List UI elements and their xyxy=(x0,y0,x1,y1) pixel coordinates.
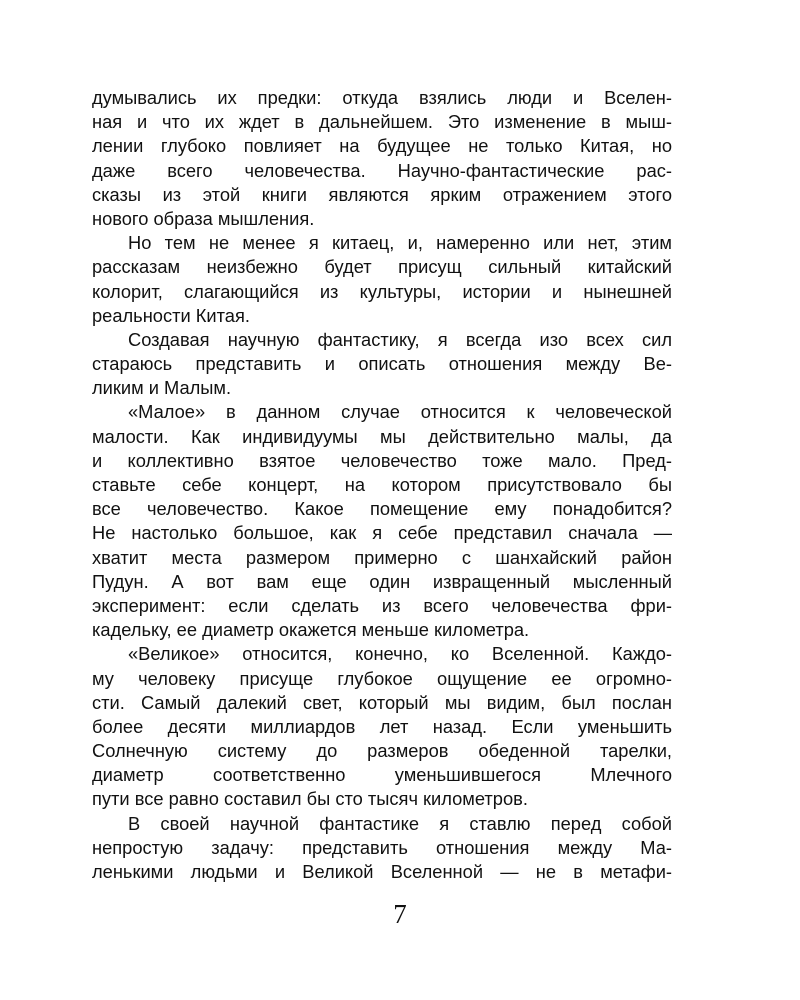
text-line: эксперимент: если сделать из всего человечества фри- xyxy=(92,594,672,616)
text-line: реальности Китая. xyxy=(92,304,250,326)
text-line: более десяти миллиардов лет назад. Если уменьшить xyxy=(92,715,672,737)
text-line: лении глубоко повлияет на будущее не только Китая, но xyxy=(92,135,672,157)
text-line: нового образа мышления. xyxy=(92,207,315,229)
text-line: стараюсь представить и описать отношения между Ве- xyxy=(92,353,672,375)
paragraph-first-line: «Малое» в данном случае относится к человеческой xyxy=(128,401,672,423)
text-line: хватит места размером примерно с шанхайский район xyxy=(92,546,672,568)
paragraph-first-line: Создавая научную фантастику, я всегда изо всех сил xyxy=(128,328,672,350)
text-line: сказы из этой книги являются ярким отражением этого xyxy=(92,183,672,205)
text-line: пути все равно составил бы сто тысяч километров. xyxy=(92,788,528,810)
paragraph-first-line: «Великое» относится, конечно, ко Вселенной. Каждо- xyxy=(128,643,672,665)
text-line: ленькими людьми и Великой Вселенной — не в метафи- xyxy=(92,861,672,882)
text-line: кадельку, ее диаметр окажется меньше километра. xyxy=(92,619,530,641)
text-line: рассказам неизбежно будет присущ сильный китайский xyxy=(92,256,672,278)
text-line: даже всего человечества. Научно-фантастические рас- xyxy=(92,159,672,181)
text-line: Не настолько большое, как я себе представил сначала — xyxy=(92,522,672,544)
text-line: ликим и Малым. xyxy=(92,377,232,399)
text-line: малости. Как индивидуумы мы действительно малы, да xyxy=(92,425,672,447)
text-line: колорит, слагающийся из культуры, истории и нынешней xyxy=(92,280,672,302)
text-line: сти. Самый далекий свет, который мы видим, был послан xyxy=(92,691,672,713)
text-line: Солнечную систему до размеров обеденной тарелки, xyxy=(92,740,672,762)
text-line: думывались их предки: откуда взялись люди и Вселен- xyxy=(92,87,672,108)
body-text xyxy=(92,86,672,884)
text-line: Пудун. А вот вам еще один извращенный мысленный xyxy=(92,570,672,592)
text-line: все человечество. Какое помещение ему понадобится? xyxy=(92,498,672,520)
paragraph-first-line: В своей научной фантастике я ставлю перед собой xyxy=(128,812,672,834)
text-line: ная и что их ждет в дальнейшем. Это изменение в мыш- xyxy=(92,111,672,133)
text-line: ставьте себе концерт, на котором присутствовало бы xyxy=(92,474,672,495)
paragraph-first-line: Но тем не менее я китаец, и, намеренно или нет, этим xyxy=(128,232,672,254)
text-line: и коллективно взятое человечество тоже мало. Пред- xyxy=(92,449,672,471)
text-line: диаметр соответственно уменьшившегося Млечного xyxy=(92,764,672,786)
text-line: му человеку присуще глубокое ощущение ее огромно- xyxy=(92,667,672,689)
text-line: непростую задачу: представить отношения между Ма- xyxy=(92,836,672,858)
page-number: 7 xyxy=(393,899,407,929)
